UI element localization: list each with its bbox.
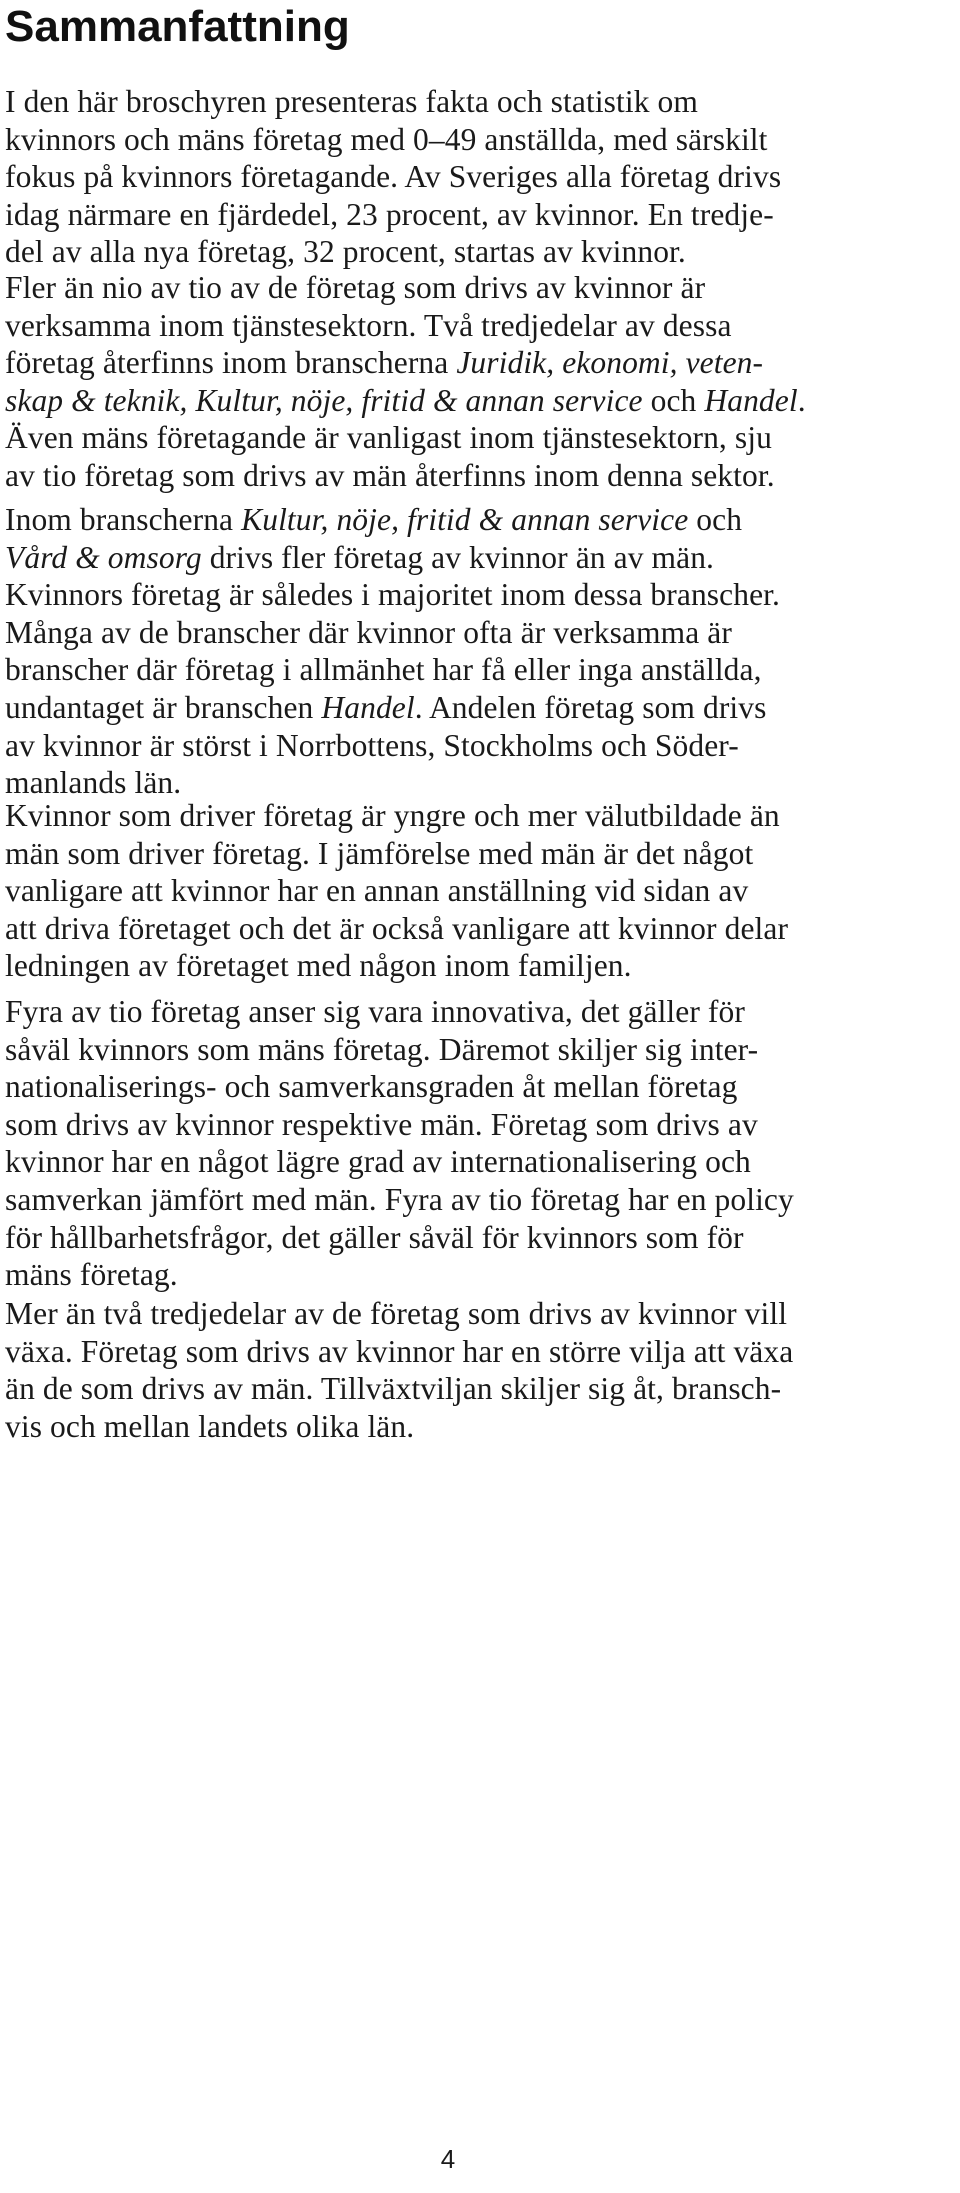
text-segment: nationaliserings- och samverkansgraden åt mellan företag — [5, 1069, 738, 1105]
text-line — [5, 381, 806, 421]
text-segment: Kvinnor som driver företag är yngre och mer välutbildade än — [5, 798, 780, 833]
text-segment: branscher där företag i allmänhet har få eller inga anställda, — [5, 652, 762, 688]
text-line — [5, 650, 762, 690]
text-line — [5, 306, 732, 346]
text-line — [5, 1105, 758, 1145]
italic-text: skap & teknik, Kultur, nöje, fritid & annan service — [5, 382, 643, 418]
text-segment: undantaget är branschen — [5, 690, 322, 725]
text-segment: fokus på kvinnors företagande. Av Sveriges alla företag drivs — [5, 159, 782, 195]
text-segment: vis och mellan landets olika län. — [5, 1408, 415, 1444]
text-line — [5, 1142, 751, 1182]
text-segment: växa. Företag som drivs av kvinnor har en större vilja att växa — [5, 1333, 794, 1369]
text-segment: Mer än två tredjedelar av de företag som drivs av kvinnor vill — [5, 1296, 788, 1331]
italic-text: Kultur, nöje, fritid & annan service — [241, 502, 689, 537]
text-line — [5, 232, 686, 272]
italic-text: Vård & omsorg — [5, 539, 202, 575]
text-segment: . Andelen företag som drivs — [414, 690, 767, 725]
text-line — [5, 157, 781, 197]
text-line — [5, 688, 767, 728]
text-segment: Inom branscherna — [5, 502, 242, 537]
text-line — [5, 1332, 793, 1372]
text-segment: vanligare att kvinnor har en annan anställning vid sidan av — [5, 873, 749, 909]
text-segment: manlands län. — [5, 765, 182, 801]
text-line — [5, 726, 739, 766]
text-line — [5, 538, 714, 578]
text-line — [5, 195, 774, 235]
text-line — [5, 418, 772, 458]
text-line — [5, 1180, 794, 1220]
text-segment: som drivs av kvinnor respektive män. Företag som drivs av — [5, 1106, 758, 1142]
text-segment: ledningen av företaget med någon inom familjen. — [5, 948, 632, 984]
text-segment: Många av de branscher där kvinnor ofta är verksamma är — [5, 614, 732, 650]
text-segment: samverkan jämfört med män. Fyra av tio företag har en policy — [5, 1182, 794, 1217]
text-line — [5, 268, 705, 308]
text-line — [5, 1407, 414, 1447]
text-line — [5, 82, 698, 122]
text-segment: män som driver företag. I jämförelse med män är det något — [5, 835, 754, 871]
text-line — [5, 1255, 178, 1295]
text-segment: för hållbarhetsfrågor, det gäller såväl för kvinnors som för — [5, 1219, 744, 1255]
text-segment: att driva företaget och det är också vanligare att kvinnor delar — [5, 910, 789, 946]
text-line — [5, 871, 748, 911]
text-segment: Kvinnors företag är således i majoritet inom dessa branscher. — [5, 577, 780, 613]
text-line — [5, 575, 780, 615]
text-segment: och — [688, 502, 743, 537]
text-line — [5, 1067, 737, 1107]
text-segment: och — [642, 382, 705, 418]
text-line — [5, 613, 732, 653]
italic-text: Juridik, ekonomi, veten- — [456, 345, 764, 381]
text-segment: av kvinnor är störst i Norrbottens, Stockholms och Söder- — [5, 727, 739, 763]
text-segment: verksamma inom tjänstesektorn. Två tredjedelar av dessa — [5, 307, 732, 343]
text-line — [5, 1218, 744, 1258]
page-number: 4 — [440, 2144, 456, 2174]
text-segment: företag återfinns inom branscherna — [5, 345, 457, 381]
text-segment: Fler än nio av tio av de företag som drivs av kvinnor är — [5, 270, 706, 305]
text-segment: Fyra av tio företag anser sig vara innovativa, det gäller för — [5, 994, 745, 1029]
text-line — [5, 1030, 758, 1070]
text-segment: mäns företag. — [5, 1257, 178, 1293]
text-line — [5, 343, 763, 383]
text-segment: I den här broschyren presenteras fakta och statistik om — [5, 84, 699, 119]
text-line — [5, 120, 768, 160]
text-line — [5, 909, 788, 949]
italic-text: Handel — [704, 382, 798, 418]
text-line — [5, 834, 753, 874]
text-line — [5, 992, 745, 1032]
text-line — [5, 1369, 781, 1409]
text-line — [5, 946, 632, 986]
text-segment: idag närmare en fjärdedel, 23 procent, av kvinnor. En tredje- — [5, 196, 774, 232]
text-line — [5, 456, 775, 496]
text-segment: kvinnor har en något lägre grad av internationalisering och — [5, 1144, 751, 1180]
text-segment: av tio företag som drivs av män återfinns inom denna sektor. — [5, 458, 775, 493]
text-line — [5, 796, 780, 836]
text-segment: del av alla nya företag, 32 procent, startas av kvinnor. — [5, 234, 686, 270]
text-segment: . — [797, 382, 806, 418]
text-segment: än de som drivs av män. Tillväxtviljan skiljer sig åt, bransch- — [5, 1371, 782, 1407]
text-segment: Även mäns företagande är vanligast inom tjänstesektorn, sju — [5, 420, 772, 456]
text-segment: såväl kvinnors som mäns företag. Däremot skiljer sig inter- — [5, 1031, 759, 1067]
text-segment: kvinnors och mäns företag med 0–49 anställda, med särskilt — [5, 121, 768, 157]
text-segment: drivs fler företag av kvinnor än av män. — [201, 539, 715, 575]
italic-text: Handel — [321, 690, 415, 725]
text-line — [5, 500, 742, 540]
text-line — [5, 1294, 787, 1334]
page-title: Sammanfattning — [5, 2, 350, 51]
